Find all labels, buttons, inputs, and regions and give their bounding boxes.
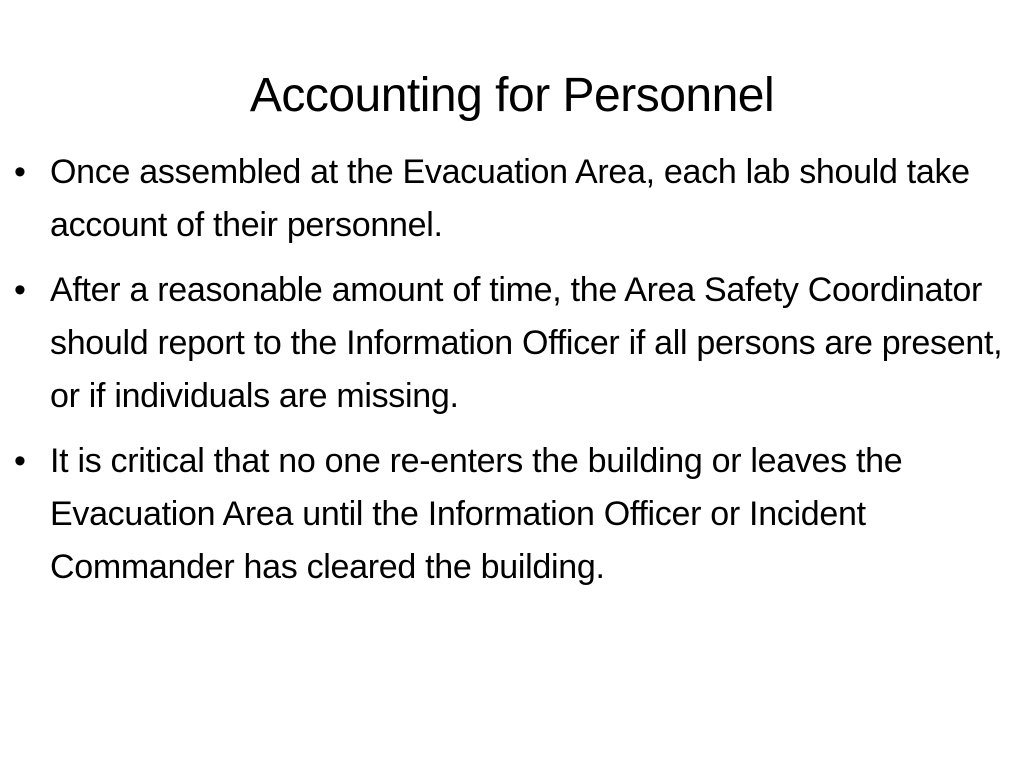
slide-title: Accounting for Personnel: [249, 69, 775, 122]
bullet-list: [10, 146, 1018, 606]
bullet-text: Once assembled at the Evacuation Area, each lab should take account of their personnel.: [50, 153, 970, 244]
bullet-point-icon: •: [14, 271, 26, 309]
bullet-point-icon: •: [14, 442, 26, 480]
bullet-item: [10, 435, 1018, 594]
bullet-point-icon: •: [14, 153, 26, 191]
bullet-text: After a reasonable amount of time, the Area Safety Coordinator should report to the Information Officer if all persons are present, or if individuals are missing.: [50, 271, 1003, 415]
bullet-item: [10, 264, 1018, 423]
bullet-text: It is critical that no one re-enters the building or leaves the Evacuation Area until the Information Officer or Incident Commander has cleared the building.: [50, 442, 903, 586]
bullet-item: [10, 146, 1018, 252]
